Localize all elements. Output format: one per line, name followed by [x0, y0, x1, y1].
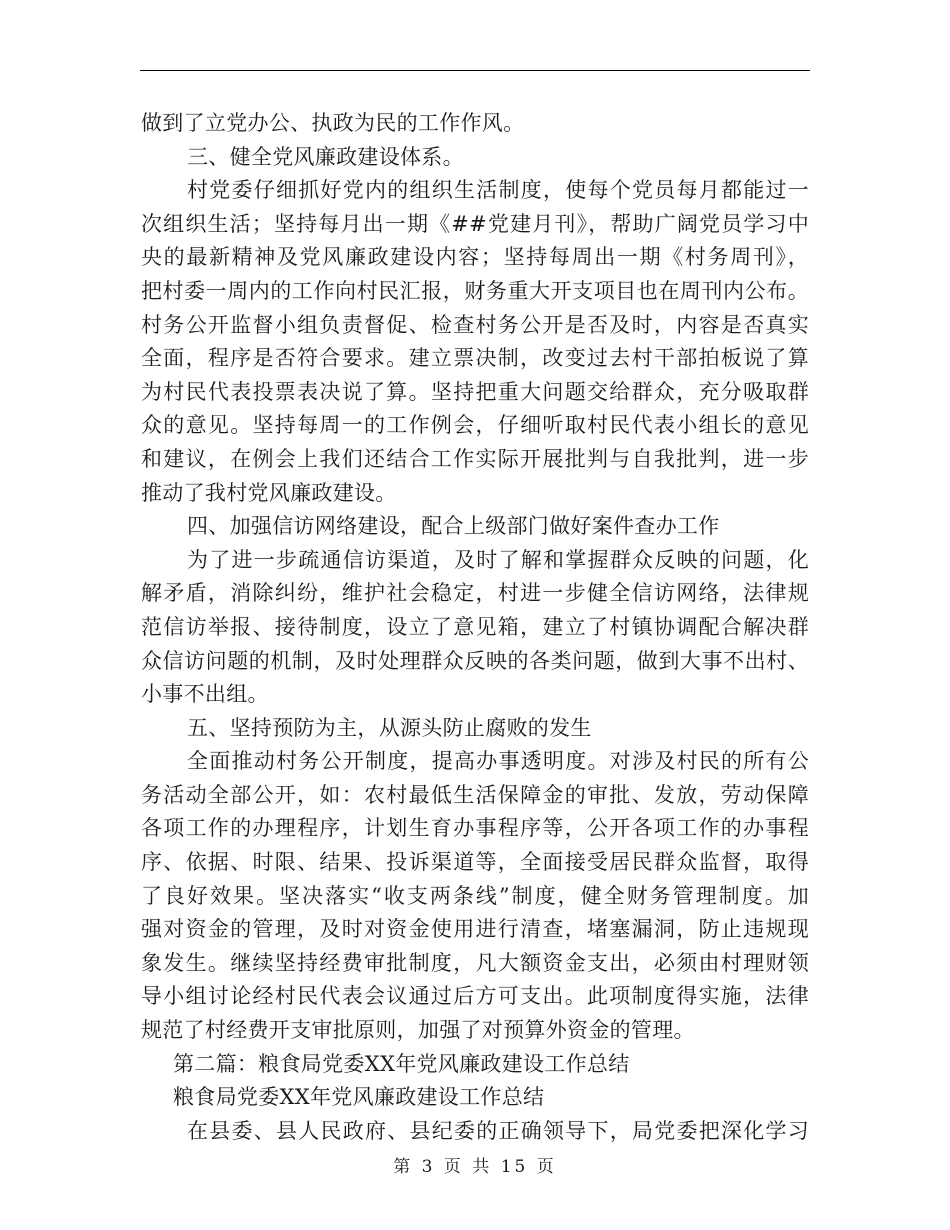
header-rule: [140, 70, 810, 71]
section-heading-4: 四、加强信访网络建设，配合上级部门做好案件查办工作: [187, 514, 720, 539]
text-line-15: 解矛盾，消除纠纷，维护社会稳定，村进一步健全信访网络，法律规: [141, 581, 809, 606]
text-line-17: 众信访问题的机制，及时处理群众反映的各类问题，做到大事不出村、: [141, 648, 809, 673]
page-number-footer: 第 3 页 共 15 页: [393, 1157, 557, 1177]
text-line-22: 各项工作的办理程序，计划生育办事程序等，公开各项工作的办事程: [141, 816, 809, 841]
section-heading-5: 五、坚持预防为主，从源头防止腐败的发生: [187, 715, 592, 740]
text-line-14: 为了进一步疏通信访渠道，及时了解和掌握群众反映的问题，化: [187, 547, 809, 572]
text-line-3: 村党委仔细抓好党内的组织生活制度，使每个党员每月都能过一: [187, 178, 809, 203]
text-line-25: 强对资金的管理，及时对资金使用进行清查，堵塞漏洞，防止违规现: [141, 917, 809, 942]
text-line-24: 了良好效果。坚决落实“收支两条线”制度，健全财务管理制度。加: [141, 883, 809, 908]
text-line-28: 规范了村经费开支审批原则，加强了对预算外资金的管理。: [141, 1018, 695, 1043]
text-line-1: 做到了立党办公、执政为民的工作作风。: [141, 111, 525, 135]
text-line-8: 全面，程序是否符合要求。建立票决制，改变过去村干部拍板说了算: [141, 346, 809, 371]
text-line-12: 推动了我村党风廉政建设。: [141, 480, 397, 505]
text-line-31: 在县委、县人民政府、县纪委的正确领导下，局党委把深化学习: [187, 1118, 809, 1143]
text-line-20: 全面推动村务公开制度，提高办事透明度。对涉及村民的所有公: [187, 749, 809, 774]
text-line-5: 央的最新精神及党风廉政建设内容；坚持每周出一期《村务周刊》，: [141, 245, 809, 270]
text-line-27: 导小组讨论经村民代表会议通过后方可支出。此项制度得实施，法律: [141, 984, 809, 1009]
chapter-heading-2: 第二篇：粮食局党委XX年党风廉政建设工作总结: [173, 1051, 630, 1076]
text-line-9: 为村民代表投票表决说了算。坚持把重大问题交给群众，充分吸取群: [141, 379, 809, 404]
text-line-6: 把村委一周内的工作向村民汇报，财务重大开支项目也在周刊内公布。: [141, 278, 809, 303]
text-line-16: 范信访举报、接待制度，设立了意见箱，建立了村镇协调配合解决群: [141, 614, 809, 639]
text-line-11: 和建议，在例会上我们还结合工作实际开展批判与自我批判，进一步: [141, 446, 809, 471]
text-line-18: 小事不出组。: [141, 682, 269, 707]
chapter-title: 粮食局党委XX年党风廉政建设工作总结: [173, 1085, 545, 1110]
document-body: [141, 107, 809, 1148]
text-line-10: 众的意见。坚持每周一的工作例会，仔细听取村民代表小组长的意见: [141, 413, 809, 438]
section-heading-3: 三、健全党风廉政建设体系。: [187, 144, 464, 169]
text-line-21: 务活动全部公开，如：农村最低生活保障金的审批、发放，劳动保障: [141, 782, 809, 807]
text-line-7: 村务公开监督小组负责督促、检查村务公开是否及时，内容是否真实: [141, 312, 809, 337]
text-line-26: 象发生。继续坚持经费审批制度，凡大额资金支出，必须由村理财领: [141, 950, 809, 975]
text-line-4: 次组织生活；坚持每月出一期《##党建月刊》，帮助广阔党员学习中: [141, 211, 809, 236]
text-line-23: 序、依据、时限、结果、投诉渠道等，全面接受居民群众监督，取得: [141, 850, 809, 875]
